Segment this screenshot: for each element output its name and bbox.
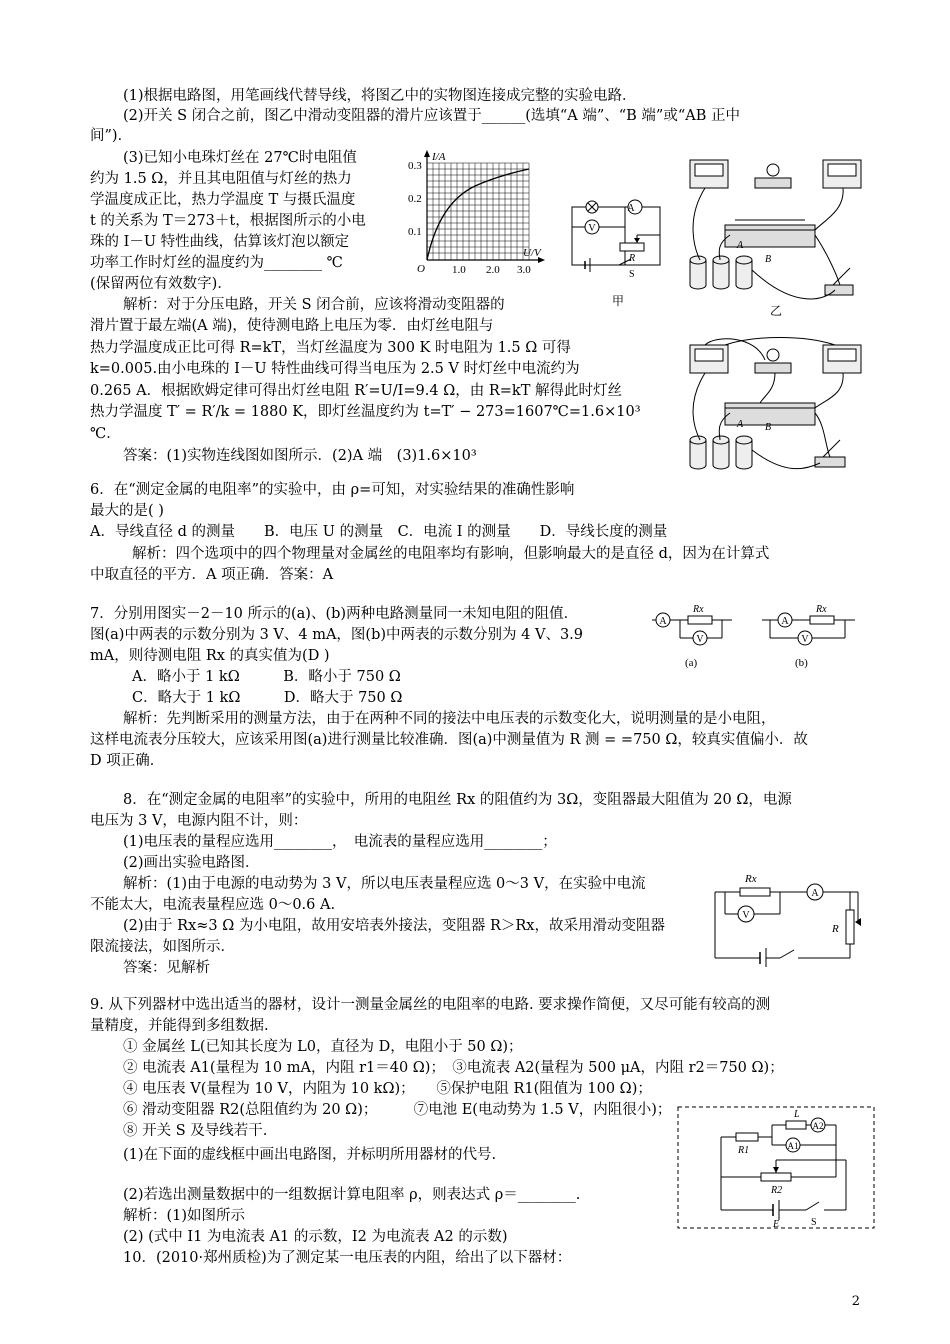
graph-xlabel: U/V (523, 247, 541, 259)
q9-r2-label: R2 (771, 1185, 783, 1196)
graph-xtick-3: 3.0 (517, 264, 531, 276)
graph-ytick-3: 0.3 (408, 160, 422, 172)
q7-options-cd: C．略大于 1 kΩ D．略大于 750 Ω (132, 690, 403, 706)
graph-xtick-1: 1.0 (452, 264, 466, 276)
q5-item3-l5: 珠的 I－U 特性曲线，估算该灯泡以额定 (90, 234, 350, 250)
q7-circuits (650, 600, 865, 675)
q8-analysis-l3: (2)由于 Rx≈3 Ω 为小电阻，故用安培表外接法，变阻器 R＞Rx，故采用滑动变阻器 (123, 918, 665, 934)
q5-answer: 答案：(1)实物连线图如图所示．(2)A 端 (3)1.6×10³ (123, 448, 477, 464)
iu-curve-graph (405, 148, 555, 283)
q9-l-label: L (794, 1109, 800, 1120)
q8-rx-label: Rx (745, 873, 757, 885)
q7-stem-l1: 7．分别用图实－2－10 所示的(a)、(b)两种电路测量同一未知电阻的阻值． (90, 606, 579, 622)
q8-ammeter-label: A (811, 888, 819, 899)
q7-stem-l3: mA，则待测电阻 Rx 的真实值为(D ) (90, 648, 330, 664)
q5-item2: (2)开关 S 闭合之前，图乙中滑动变阻器的滑片应该置于______(选填“A 端”、“B 端”或“AB 正中 (123, 108, 740, 124)
q5-analysis-l6: 热力学温度 T′ = R′/k = 1880 K，即灯丝温度约为 t=T′ − 273=1607℃=1.6×10³ (90, 404, 641, 420)
q9-s-label: S (811, 1217, 817, 1228)
q7-analysis-l3: D 项正确． (90, 753, 165, 769)
q9-question2: (2)若选出测量数据中的一组数据计算电阻率 ρ，则表达式 ρ＝________. (123, 1187, 581, 1203)
q7a-ammeter-label: A (659, 616, 667, 627)
yi-top-b: B (765, 254, 772, 265)
q6-analysis-l2: 中取直径的平方．A 项正确．答案：A (90, 567, 334, 583)
q5-analysis-l1: 解析：对于分压电路，开关 S 闭合前，应该将滑动变阻器的 (123, 297, 505, 313)
q7-analysis-l1: 解析：先判断采用的测量方法，由于在两种不同的接法中电压表的示数变化大，说明测量的是小电阻， (123, 711, 776, 727)
q8-stem-l2: 电压为 3 V，电源内阻不计，则： (90, 813, 308, 829)
page-number: 2 (851, 1294, 860, 1309)
graph-ytick-1: 0.1 (408, 226, 422, 238)
q9-stem-l2: 量精度，并能得到多组数据. (90, 1018, 269, 1034)
apparatus-yi-answer (675, 335, 875, 475)
q10-stem: 10．(2010·郑州质检)为了测定某一电压表的内阻，给出了以下器材： (123, 1250, 572, 1266)
jia-ammeter-label: A (627, 203, 635, 214)
q9-e-label: E (773, 1219, 780, 1230)
q6-stem-l2: 最大的是( ) (90, 503, 164, 519)
q9-r1-label: R1 (738, 1145, 750, 1156)
q7a-voltmeter-label: V (696, 634, 704, 645)
q5-item3-l7: (保留两位有效数字)． (90, 276, 232, 292)
q8-analysis-l4: 限流接法，如图所示． (90, 939, 235, 955)
q7a-rx-label: Rx (693, 604, 704, 615)
q9-question1: (1)在下面的虚线框中画出电路图，并标明所用器材的代号. (123, 1147, 497, 1163)
q5-item2-cont: 间”)． (90, 128, 133, 144)
q7-caption-a: (a) (685, 657, 698, 669)
q5-analysis-l5: 0.265 A．根据欧姆定律可得出灯丝电阻 R′=U/I=9.4 Ω，由 R=kT 解得此时灯丝 (90, 383, 622, 399)
q9-circuit (676, 1105, 876, 1230)
circuit-jia (565, 195, 670, 325)
jia-caption: 甲 (612, 294, 625, 308)
yi-caption: 乙 (770, 304, 783, 318)
q8-analysis-l2: 不能太大，电流表量程应选 0～0.6 A. (90, 897, 336, 913)
q8-r-label: R (832, 923, 839, 935)
jia-voltmeter-label: V (588, 223, 596, 234)
q9-item8: ⑧ 开关 S 及导线若干. (123, 1123, 268, 1139)
jia-switch-label: S (629, 269, 635, 280)
q9-item1: ① 金属丝 L(已知其长度为 L0，直径为 D，电阻小于 50 Ω)； (123, 1039, 523, 1055)
yi-answer-a: A (737, 419, 744, 430)
q8-item1: (1)电压表的量程应选用________， 电流表的量程应选用________； (123, 834, 557, 850)
q7-caption-b: (b) (795, 657, 808, 669)
q5-analysis-l4: k=0.005.由小电珠的 I－U 特性曲线可得当电压为 2.5 V 时灯丝中电流约为 (90, 361, 580, 377)
q5-analysis-l3: 热力学温度成正比可得 R=kT，当灯丝温度为 300 K 时电阻为 1.5 Ω 可得 (90, 340, 571, 356)
graph-origin: O (417, 263, 425, 275)
q5-item1: (1)根据电路图，用笔画线代替导线，将图乙中的实物图连接成完整的实验电路． (123, 88, 637, 104)
q5-item3-l2: 约为 1.5 Ω，并且其电阻值与灯丝的热力 (90, 171, 352, 187)
q8-answer: 答案：见解析 (123, 960, 210, 976)
yi-top-a: A (737, 240, 744, 251)
q9-item2-3: ② 电流表 A1(量程为 10 mA，内阻 r1＝40 Ω)； ③电流表 A2(量程为 500 μA，内阻 r2＝750 Ω)； (123, 1060, 784, 1076)
q7b-rx-label: Rx (816, 604, 827, 615)
q5-item3-l3: 学温度成正比，热力学温度 T 与摄氏温度 (90, 192, 356, 208)
q9-item4-5: ④ 电压表 V(量程为 10 V，内阻为 10 kΩ)； ⑤保护电阻 R1(阻值为 100 Ω)； (123, 1081, 652, 1097)
graph-xtick-2: 2.0 (486, 264, 500, 276)
q5-analysis-l7: ℃． (90, 426, 121, 442)
q9-stem-l1: 9. 从下列器材中选出适当的器材，设计一测量金属丝的电阻率的电路. 要求操作简便，又尽可能有较高的测 (90, 997, 771, 1013)
q7b-ammeter-label: A (781, 616, 789, 627)
q6-analysis-l1: 解析：四个选项中的四个物理量对金属丝的电阻率均有影响，但影响最大的是直径 d，因为在计算式 (132, 546, 770, 562)
q9-analysis-l2: (2) (式中 I1 为电流表 A1 的示数，I2 为电流表 A2 的示数) (123, 1229, 508, 1245)
q6-stem-l1: 6．在“测定金属的电阻率”的实验中，由 ρ=可知，对实验结果的准确性影响 (90, 482, 575, 498)
q8-item2: (2)画出实验电路图． (123, 855, 260, 871)
q9-item6-7: ⑥ 滑动变阻器 R2(总阻值约为 20 Ω)； ⑦电池 E(电动势为 1.5 V，内阻很小)； (123, 1102, 672, 1118)
q7-stem-l2: 图(a)中两表的示数分别为 3 V、4 mA，图(b)中两表的示数分别为 4 V、3.9 (90, 627, 583, 643)
graph-ytick-2: 0.2 (408, 193, 422, 205)
q8-analysis-l1: 解析：(1)由于电源的电动势为 3 V，所以电压表量程应选 0～3 V，在实验中电流 (123, 876, 646, 892)
q9-a2-label: A2 (812, 1121, 824, 1131)
jia-rheostat-label: R (629, 253, 636, 264)
q9-a1-label: A1 (787, 1141, 799, 1151)
q7b-voltmeter-label: V (801, 634, 809, 645)
graph-ylabel: I/A (432, 151, 446, 163)
q8-stem-l1: 8．在“测定金属的电阻率”的实验中，所用的电阻丝 Rx 的阻值约为 3Ω，变阻器最大阻值为 20 Ω，电源 (123, 792, 792, 808)
q6-options: A．导线直径 d 的测量 B．电压 U 的测量 C．电流 I 的测量 D．导线长度的测量 (90, 524, 668, 540)
q7-options-ab: A．略小于 1 kΩ B．略小于 750 Ω (132, 669, 401, 685)
q5-analysis-l2: 滑片置于最左端(A 端)，使待测电路上电压为零．由灯丝电阻与 (90, 318, 494, 334)
q8-circuit (710, 862, 865, 967)
q5-item3-l6: 功率工作时灯丝的温度约为________ ℃ (90, 255, 343, 271)
q8-voltmeter-label: V (742, 910, 750, 921)
q9-analysis-l1: 解析：(1)如图所示 (123, 1208, 246, 1224)
apparatus-yi-top (675, 150, 875, 325)
q5-item3: (3)已知小电珠灯丝在 27℃时电阻值 (123, 150, 357, 166)
q5-item3-l4: t 的关系为 T＝273＋t，根据图所示的小电 (90, 213, 366, 229)
yi-answer-b: B (765, 422, 772, 433)
q7-analysis-l2: 这样电流表分压较大，应该采用图(a)进行测量比较准确．图(a)中测量值为 R 测 = =750 Ω，较真实值偏小．故 (90, 732, 808, 748)
